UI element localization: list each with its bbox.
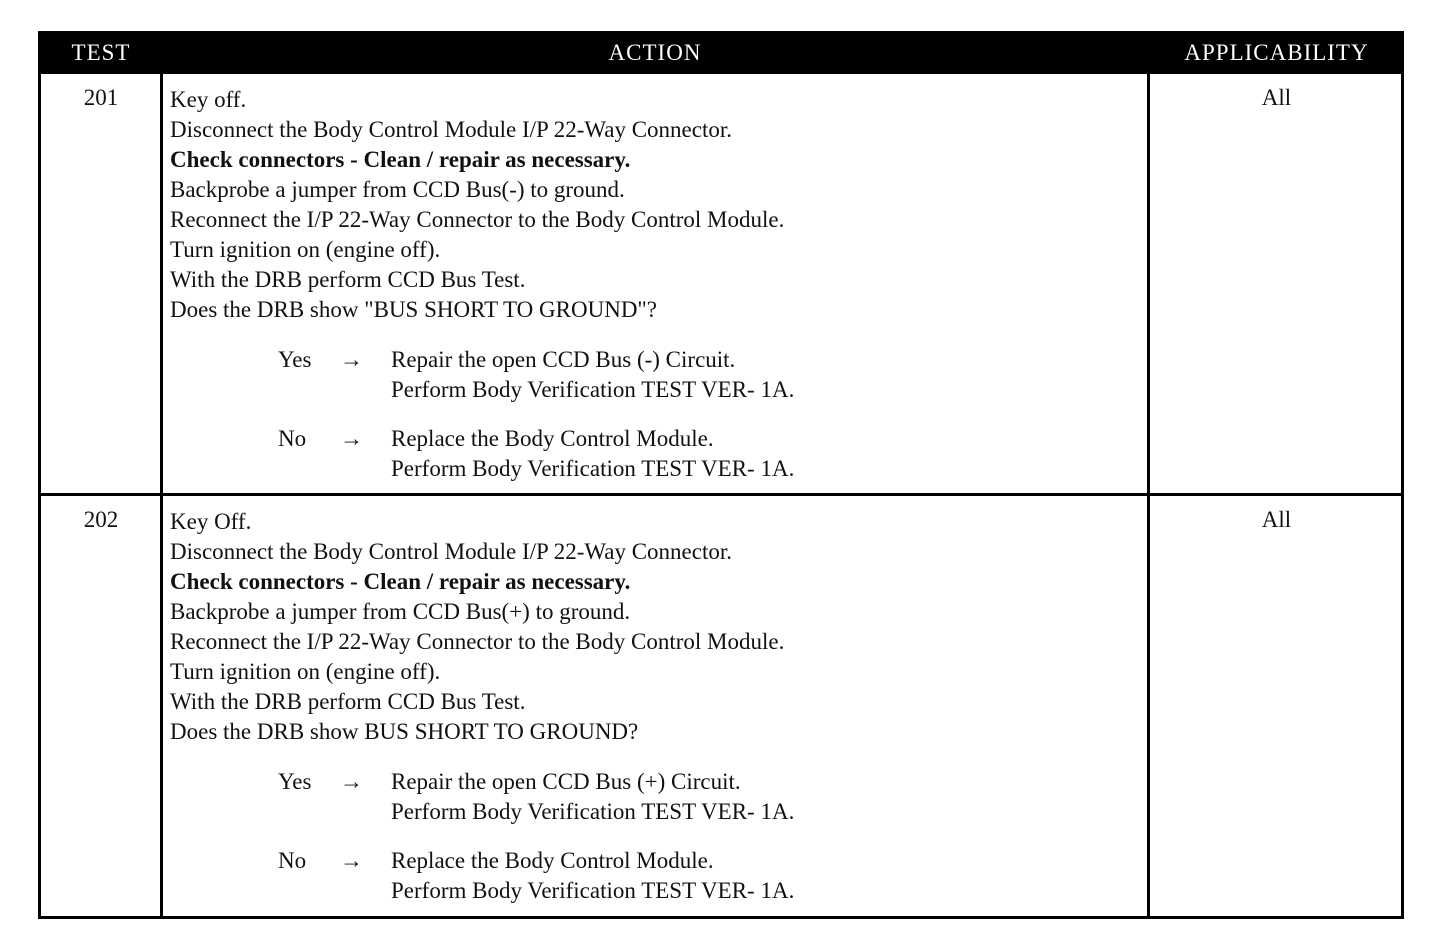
result-line: Repair the open CCD Bus (-) Circuit. (391, 347, 736, 372)
header-test: TEST (71, 40, 131, 65)
step: Reconnect the I/P 22-Way Connector to the Body Control Module. (170, 207, 785, 232)
step: Backprobe a jumper from CCD Bus(-) to ground. (170, 177, 625, 202)
outcome-label: No (278, 848, 307, 873)
outcome-label: Yes (278, 347, 312, 372)
step: Backprobe a jumper from CCD Bus(+) to ground. (170, 599, 631, 624)
test-procedure-table (38, 31, 1404, 919)
result-line: Replace the Body Control Module. (391, 848, 714, 873)
step: Turn ignition on (engine off). (170, 237, 441, 262)
result-line: Perform Body Verification TEST VER- 1A. (391, 377, 795, 402)
outcome-result (391, 345, 794, 405)
table-row (41, 74, 1401, 493)
result-line: Perform Body Verification TEST VER- 1A. (391, 456, 795, 481)
step: Disconnect the Body Control Module I/P 22-Way Connector. (170, 117, 732, 142)
step: Disconnect the Body Control Module I/P 22-Way Connector. (170, 539, 732, 564)
outcome-result (391, 767, 794, 827)
table-header (41, 34, 1401, 74)
step-question: Does the DRB show BUS SHORT TO GROUND? (170, 719, 639, 744)
step-question: Does the DRB show "BUS SHORT TO GROUND"? (170, 297, 658, 322)
header-applicability: APPLICABILITY (1184, 40, 1369, 65)
step: Turn ignition on (engine off). (170, 659, 441, 684)
arrow-icon: → (340, 426, 363, 451)
step: Reconnect the I/P 22-Way Connector to the Body Control Module. (170, 629, 785, 654)
outcome-result (391, 846, 794, 906)
test-number: 202 (83, 507, 119, 532)
arrow-icon: → (340, 848, 363, 873)
step: Key off. (170, 87, 247, 112)
arrow-icon: → (340, 769, 363, 794)
result-line: Perform Body Verification TEST VER- 1A. (391, 799, 795, 824)
applicability: All (1261, 85, 1292, 110)
result-line: Perform Body Verification TEST VER- 1A. (391, 878, 795, 903)
step: With the DRB perform CCD Bus Test. (170, 689, 526, 714)
arrow-icon: → (340, 347, 363, 372)
step-emphasis: Check connectors - Clean / repair as necessary. (170, 569, 631, 594)
table-row (41, 496, 1401, 916)
outcome-label: Yes (278, 769, 312, 794)
outcome-label: No (278, 426, 307, 451)
step: Key Off. (170, 509, 252, 534)
step: With the DRB perform CCD Bus Test. (170, 267, 526, 292)
applicability: All (1261, 507, 1292, 532)
result-line: Repair the open CCD Bus (+) Circuit. (391, 769, 741, 794)
test-number: 201 (83, 85, 119, 110)
step-emphasis: Check connectors - Clean / repair as necessary. (170, 147, 631, 172)
action-steps (170, 507, 784, 747)
outcome-result (391, 424, 794, 484)
result-line: Replace the Body Control Module. (391, 426, 714, 451)
action-steps (170, 85, 784, 325)
header-action: ACTION (608, 40, 702, 65)
